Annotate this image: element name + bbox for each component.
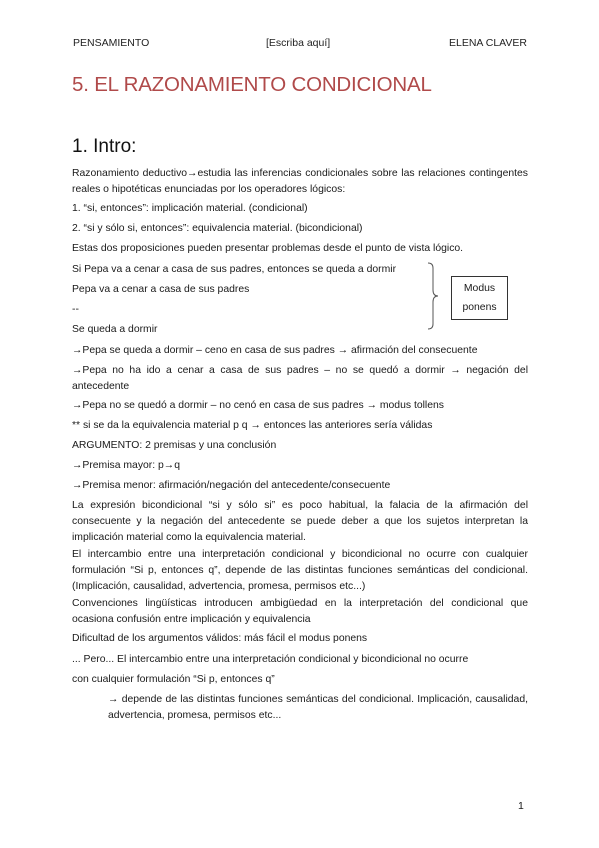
header-placeholder[interactable]: [Escriba aquí]	[266, 37, 331, 49]
section-heading: 1. Intro:	[72, 136, 137, 157]
paragraph-formulation: con cualquier formulación “Si p, entonces q”	[72, 674, 275, 685]
header-author: ELENA CLAVER	[448, 37, 527, 49]
header-left: PENSAMIENTO	[73, 37, 150, 49]
example-conclusion: Se queda a dormir	[72, 324, 158, 335]
example-separator: --	[72, 304, 79, 315]
ponens-label: ponens	[462, 302, 497, 313]
paragraph-depends: → depende de las distintas funciones semánticas del condicional. Implicación, causalidad, advertencia, promesa, permisos etc...	[108, 694, 528, 721]
paragraph-item-2: 2. “si y sólo si, entonces”: equivalencia material. (bicondicional)	[72, 223, 363, 234]
right-brace-icon	[427, 262, 439, 330]
example-premise-major: Si Pepa va a cenar a casa de sus padres, entonces se queda a dormir	[72, 264, 397, 275]
paragraph-minor-premise: →Premisa menor: afirmación/negación del antecedente/consecuente	[72, 480, 391, 491]
paragraph-affirm-consequent: →Pepa se queda a dormir – ceno en casa de sus padres → afirmación del consecuente	[72, 345, 478, 356]
paragraph-major-premise: →Premisa mayor: p→q	[72, 460, 180, 471]
modus-label: Modus	[463, 283, 496, 294]
page-number: 1	[518, 800, 524, 812]
example-premise-minor: Pepa va a cenar a casa de sus padres	[72, 284, 250, 295]
paragraph-argument: ARGUMENTO: 2 premisas y una conclusión	[72, 440, 277, 451]
paragraph-intro: Razonamiento deductivo→estudia las inferencias condicionales sobre las relaciones contingentes reales o hipotéticas enunciadas por los operadores lógicos:	[72, 168, 528, 195]
paragraph-equivalence-note: ** si se da la equivalencia material p q → entonces las anteriores sería válidas	[72, 420, 433, 431]
paragraph-difficulty: Dificultad de los argumentos válidos: más fácil el modus ponens	[72, 633, 368, 644]
paragraph-conventions: Convenciones lingüísticas introducen ambigüedad en la interpretación del condicional que ocasiona confusión entre implicación y equivalencia	[72, 598, 528, 625]
document-title: 5. EL RAZONAMIENTO CONDICIONAL	[72, 73, 432, 96]
modus-ponens-box	[451, 276, 508, 320]
paragraph-exchange: El intercambio entre una interpretación condicional y bicondicional no ocurre con cualquier formulación “Si p, entonces q”, depende de las distintas funciones semánticas del condicional. (Implicación, causalidad, advertencia, promesa, permisos etc...)	[72, 549, 528, 592]
paragraph-but: ... Pero... El intercambio entre una interpretación condicional y bicondicional no ocurre	[72, 654, 469, 665]
paragraph-problems: Estas dos proposiciones pueden presentar problemas desde el punto de vista lógico.	[72, 243, 464, 254]
paragraph-modus-tollens: →Pepa no se quedó a dormir – no cenó en casa de sus padres → modus tollens	[72, 400, 444, 411]
paragraph-deny-antecedent: →Pepa no ha ido a cenar a casa de sus padres – no se quedó a dormir → negación del antecedente	[72, 365, 528, 392]
paragraph-biconditional: La expresión bicondicional “si y sólo si” es poco habitual, la falacia de la afirmación del consecuente y la negación del antecedente se puede deber a que los sujetos interpretan la implicación material como la equivalencia material.	[72, 500, 528, 543]
paragraph-item-1: 1. “si, entonces”: implicación material. (condicional)	[72, 203, 308, 214]
